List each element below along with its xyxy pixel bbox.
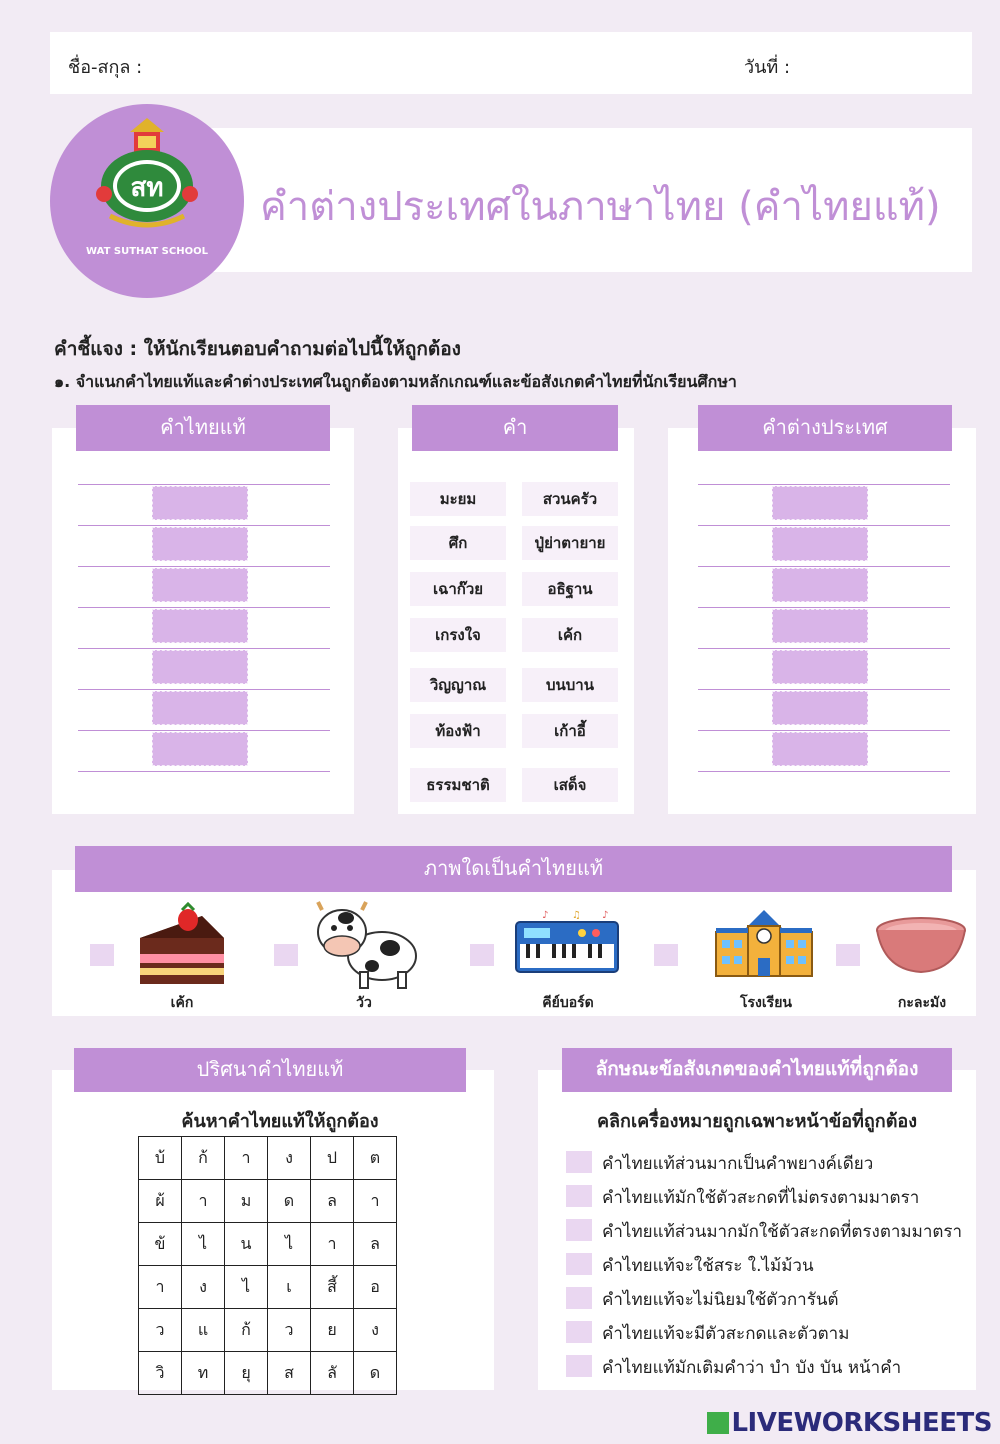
grid-row bbox=[139, 1266, 397, 1309]
thai-answer-slot-1[interactable] bbox=[152, 486, 248, 520]
foreign-answer-slot-2[interactable] bbox=[772, 527, 868, 561]
word-bank-header: คำ bbox=[412, 405, 618, 451]
grid-cell[interactable]: ล bbox=[311, 1180, 354, 1223]
picture-label-cake: เค้ก bbox=[170, 995, 194, 1011]
school-building-icon bbox=[712, 906, 816, 982]
grid-cell[interactable]: ด bbox=[354, 1352, 397, 1395]
grid-row bbox=[139, 1309, 397, 1352]
grid-cell[interactable]: ต bbox=[354, 1137, 397, 1180]
grid-cell[interactable]: า bbox=[311, 1223, 354, 1266]
thai-answer-slot-6[interactable] bbox=[152, 691, 248, 725]
foreign-answer-rule bbox=[698, 607, 950, 608]
thai-answer-slot-2[interactable] bbox=[152, 527, 248, 561]
liveworksheets-logo: LIVEWORKSHEETS bbox=[707, 1408, 992, 1438]
puzzle-subtitle: ค้นหาคำไทยแท้ให้ถูกต้อง bbox=[181, 1111, 379, 1132]
word-card[interactable]: มะยม bbox=[410, 482, 506, 516]
thai-answer-slot-5[interactable] bbox=[152, 650, 248, 684]
foreign-answer-slot-1[interactable] bbox=[772, 486, 868, 520]
thai-answer-rule bbox=[78, 607, 330, 608]
grid-cell[interactable]: อ bbox=[354, 1266, 397, 1309]
grid-cell[interactable]: ไ bbox=[182, 1223, 225, 1266]
picture-checkbox-school[interactable] bbox=[654, 944, 678, 966]
statement-text: คำไทยแท้มักเติมคำว่า บำ บัง บัน หน้าคำ bbox=[602, 1358, 902, 1378]
grid-cell[interactable]: า bbox=[225, 1137, 268, 1180]
foreign-answer-slot-6[interactable] bbox=[772, 691, 868, 725]
statement-checkbox[interactable] bbox=[566, 1185, 592, 1207]
grid-cell[interactable]: ยุ bbox=[225, 1352, 268, 1395]
foreign-answer-rule bbox=[698, 771, 950, 772]
school-logo bbox=[50, 104, 244, 298]
grid-row bbox=[139, 1137, 397, 1180]
grid-cell[interactable]: ข้ bbox=[139, 1223, 182, 1266]
word-card[interactable]: อธิฐาน bbox=[522, 572, 618, 606]
grid-cell[interactable]: า bbox=[182, 1180, 225, 1223]
grid-cell[interactable]: ง bbox=[182, 1266, 225, 1309]
grid-cell[interactable]: ไ bbox=[268, 1223, 311, 1266]
word-card[interactable]: ปู่ย่าตายาย bbox=[522, 526, 618, 560]
foreign-answer-rule bbox=[698, 648, 950, 649]
word-card[interactable]: บนบาน bbox=[522, 668, 618, 702]
grid-cell[interactable]: บ้ bbox=[139, 1137, 182, 1180]
word-card[interactable]: เฉาก๊วย bbox=[410, 572, 506, 606]
thai-answer-rule bbox=[78, 566, 330, 567]
grid-cell[interactable]: ม bbox=[225, 1180, 268, 1223]
features-subtitle: คลิกเครื่องหมายถูกเฉพาะหน้าข้อที่ถูกต้อง bbox=[596, 1111, 917, 1132]
grid-cell[interactable]: ป bbox=[311, 1137, 354, 1180]
statement-checkbox[interactable] bbox=[566, 1151, 592, 1173]
statement-checkbox[interactable] bbox=[566, 1321, 592, 1343]
name-label: ชื่อ-สกุล : bbox=[68, 57, 143, 78]
grid-cell[interactable]: น bbox=[225, 1223, 268, 1266]
word-card[interactable]: วิญญาณ bbox=[410, 668, 506, 702]
grid-cell[interactable]: แ bbox=[182, 1309, 225, 1352]
svg-text:♫: ♫ bbox=[572, 910, 581, 921]
pictures-header: ภาพใดเป็นคำไทยแท้ bbox=[75, 846, 952, 892]
thai-answer-rule bbox=[78, 648, 330, 649]
name-date-bar bbox=[50, 32, 972, 94]
instructions-main: คำชี้แจง : ให้นักเรียนตอบคำถามต่อไปนี้ให้ถูกต้อง bbox=[54, 338, 461, 360]
foreign-answer-slot-4[interactable] bbox=[772, 609, 868, 643]
grid-cell[interactable]: ไ bbox=[225, 1266, 268, 1309]
grid-cell[interactable]: สี้ bbox=[311, 1266, 354, 1309]
thai-answer-rule bbox=[78, 525, 330, 526]
grid-cell[interactable]: ด bbox=[268, 1180, 311, 1223]
word-card[interactable]: ธรรมชาติ bbox=[410, 768, 506, 802]
date-label: วันที่ : bbox=[744, 57, 791, 78]
grid-cell[interactable]: ก้ bbox=[225, 1309, 268, 1352]
grid-cell[interactable]: ล bbox=[354, 1223, 397, 1266]
thai-answer-rule bbox=[78, 771, 330, 772]
statement-text: คำไทยแท้จะใช้สระ ใ.ไม้ม้วน bbox=[602, 1256, 814, 1276]
statement-checkbox[interactable] bbox=[566, 1355, 592, 1377]
features-header: ลักษณะข้อสังเกตของคำไทยแท้ที่ถูกต้อง bbox=[562, 1048, 952, 1092]
grid-cell[interactable]: ง bbox=[354, 1309, 397, 1352]
thai-answer-rule bbox=[78, 484, 330, 485]
word-card[interactable]: สวนครัว bbox=[522, 482, 618, 516]
word-card[interactable]: เค้ก bbox=[522, 618, 618, 652]
statement-text: คำไทยแท้มักใช้ตัวสะกดที่ไม่ตรงตามมาตรา bbox=[602, 1188, 920, 1208]
picture-label-cow: วัว bbox=[356, 995, 372, 1011]
grid-cell[interactable]: วิ bbox=[139, 1352, 182, 1395]
thai-answer-rule bbox=[78, 730, 330, 731]
thai-answer-slot-7[interactable] bbox=[152, 732, 248, 766]
grid-cell[interactable]: ท bbox=[182, 1352, 225, 1395]
basin-icon bbox=[874, 916, 968, 980]
statement-checkbox[interactable] bbox=[566, 1253, 592, 1275]
foreign-answer-slot-3[interactable] bbox=[772, 568, 868, 602]
word-card[interactable]: เก้าอี้ bbox=[522, 714, 618, 748]
foreign-answer-slot-5[interactable] bbox=[772, 650, 868, 684]
picture-checkbox-basin[interactable] bbox=[836, 944, 860, 966]
grid-cell[interactable]: เ bbox=[268, 1266, 311, 1309]
school-emblem-icon bbox=[50, 104, 244, 298]
grid-cell[interactable]: ก้ bbox=[182, 1137, 225, 1180]
statement-text: คำไทยแท้จะมีตัวสะกดและตัวตาม bbox=[602, 1324, 850, 1344]
foreign-answer-rule bbox=[698, 484, 950, 485]
cake-icon bbox=[132, 902, 228, 992]
word-card[interactable]: เสด็จ bbox=[522, 768, 618, 802]
cow-icon bbox=[310, 898, 420, 998]
picture-checkbox-cake[interactable] bbox=[90, 944, 114, 966]
grid-cell[interactable]: ผ้ bbox=[139, 1180, 182, 1223]
statement-checkbox[interactable] bbox=[566, 1287, 592, 1309]
grid-cell[interactable]: ง bbox=[268, 1137, 311, 1180]
keyboard-icon bbox=[512, 908, 622, 982]
thai-answer-slot-3[interactable] bbox=[152, 568, 248, 602]
statement-checkbox[interactable] bbox=[566, 1219, 592, 1241]
school-name: WAT SUTHAT SCHOOL bbox=[86, 246, 208, 257]
grid-row bbox=[139, 1223, 397, 1266]
word-card[interactable]: เกรงใจ bbox=[410, 618, 506, 652]
grid-cell[interactable]: ย bbox=[311, 1309, 354, 1352]
grid-cell[interactable]: ลั bbox=[311, 1352, 354, 1395]
grid-row bbox=[139, 1180, 397, 1223]
word-search-grid bbox=[138, 1136, 397, 1395]
puzzle-header: ปริศนาคำไทยแท้ bbox=[74, 1048, 466, 1092]
picture-checkbox-cow[interactable] bbox=[274, 944, 298, 966]
question-1: ๑. จำแนกคำไทยแท้และคำต่างประเทศในถูกต้องตามหลักเกณฑ์และข้อสังเกตคำไทยที่นักเรียนศึกษา bbox=[54, 372, 737, 391]
thai-words-header: คำไทยแท้ bbox=[76, 405, 330, 451]
foreign-answer-rule bbox=[698, 525, 950, 526]
word-card[interactable]: ศึก bbox=[410, 526, 506, 560]
grid-cell[interactable]: า bbox=[139, 1266, 182, 1309]
grid-cell[interactable]: ส bbox=[268, 1352, 311, 1395]
picture-checkbox-keyboard[interactable] bbox=[470, 944, 494, 966]
thai-answer-slot-4[interactable] bbox=[152, 609, 248, 643]
foreign-answer-slot-7[interactable] bbox=[772, 732, 868, 766]
title-banner bbox=[200, 128, 972, 272]
word-card[interactable]: ท้องฟ้า bbox=[410, 714, 506, 748]
page-title: คำต่างประเทศในภาษาไทย (คำไทยแท้) bbox=[260, 184, 941, 230]
statement-text: คำไทยแท้ส่วนมากเป็นคำพยางค์เดียว bbox=[602, 1154, 874, 1174]
grid-cell[interactable]: ว bbox=[268, 1309, 311, 1352]
thai-answer-rule bbox=[78, 689, 330, 690]
grid-row bbox=[139, 1352, 397, 1395]
picture-label-keyboard: คีย์บอร์ด bbox=[542, 995, 594, 1011]
svg-text:♪: ♪ bbox=[602, 910, 609, 921]
liveworksheets-icon bbox=[707, 1412, 729, 1434]
picture-label-school: โรงเรียน bbox=[740, 995, 792, 1011]
foreign-answer-rule bbox=[698, 730, 950, 731]
picture-label-basin: กะละมัง bbox=[897, 995, 947, 1011]
grid-cell[interactable]: า bbox=[354, 1180, 397, 1223]
school-logo-text: สท bbox=[130, 173, 164, 203]
foreign-answer-rule bbox=[698, 689, 950, 690]
foreign-answer-rule bbox=[698, 566, 950, 567]
statement-text: คำไทยแท้ส่วนมากมักใช้ตัวสะกดที่ตรงตามมาตรา bbox=[602, 1222, 963, 1242]
grid-cell[interactable]: ว bbox=[139, 1309, 182, 1352]
svg-text:♪: ♪ bbox=[542, 910, 549, 921]
statement-text: คำไทยแท้จะไม่นิยมใช้ตัวการันต์ bbox=[602, 1290, 839, 1310]
foreign-words-header: คำต่างประเทศ bbox=[698, 405, 952, 451]
